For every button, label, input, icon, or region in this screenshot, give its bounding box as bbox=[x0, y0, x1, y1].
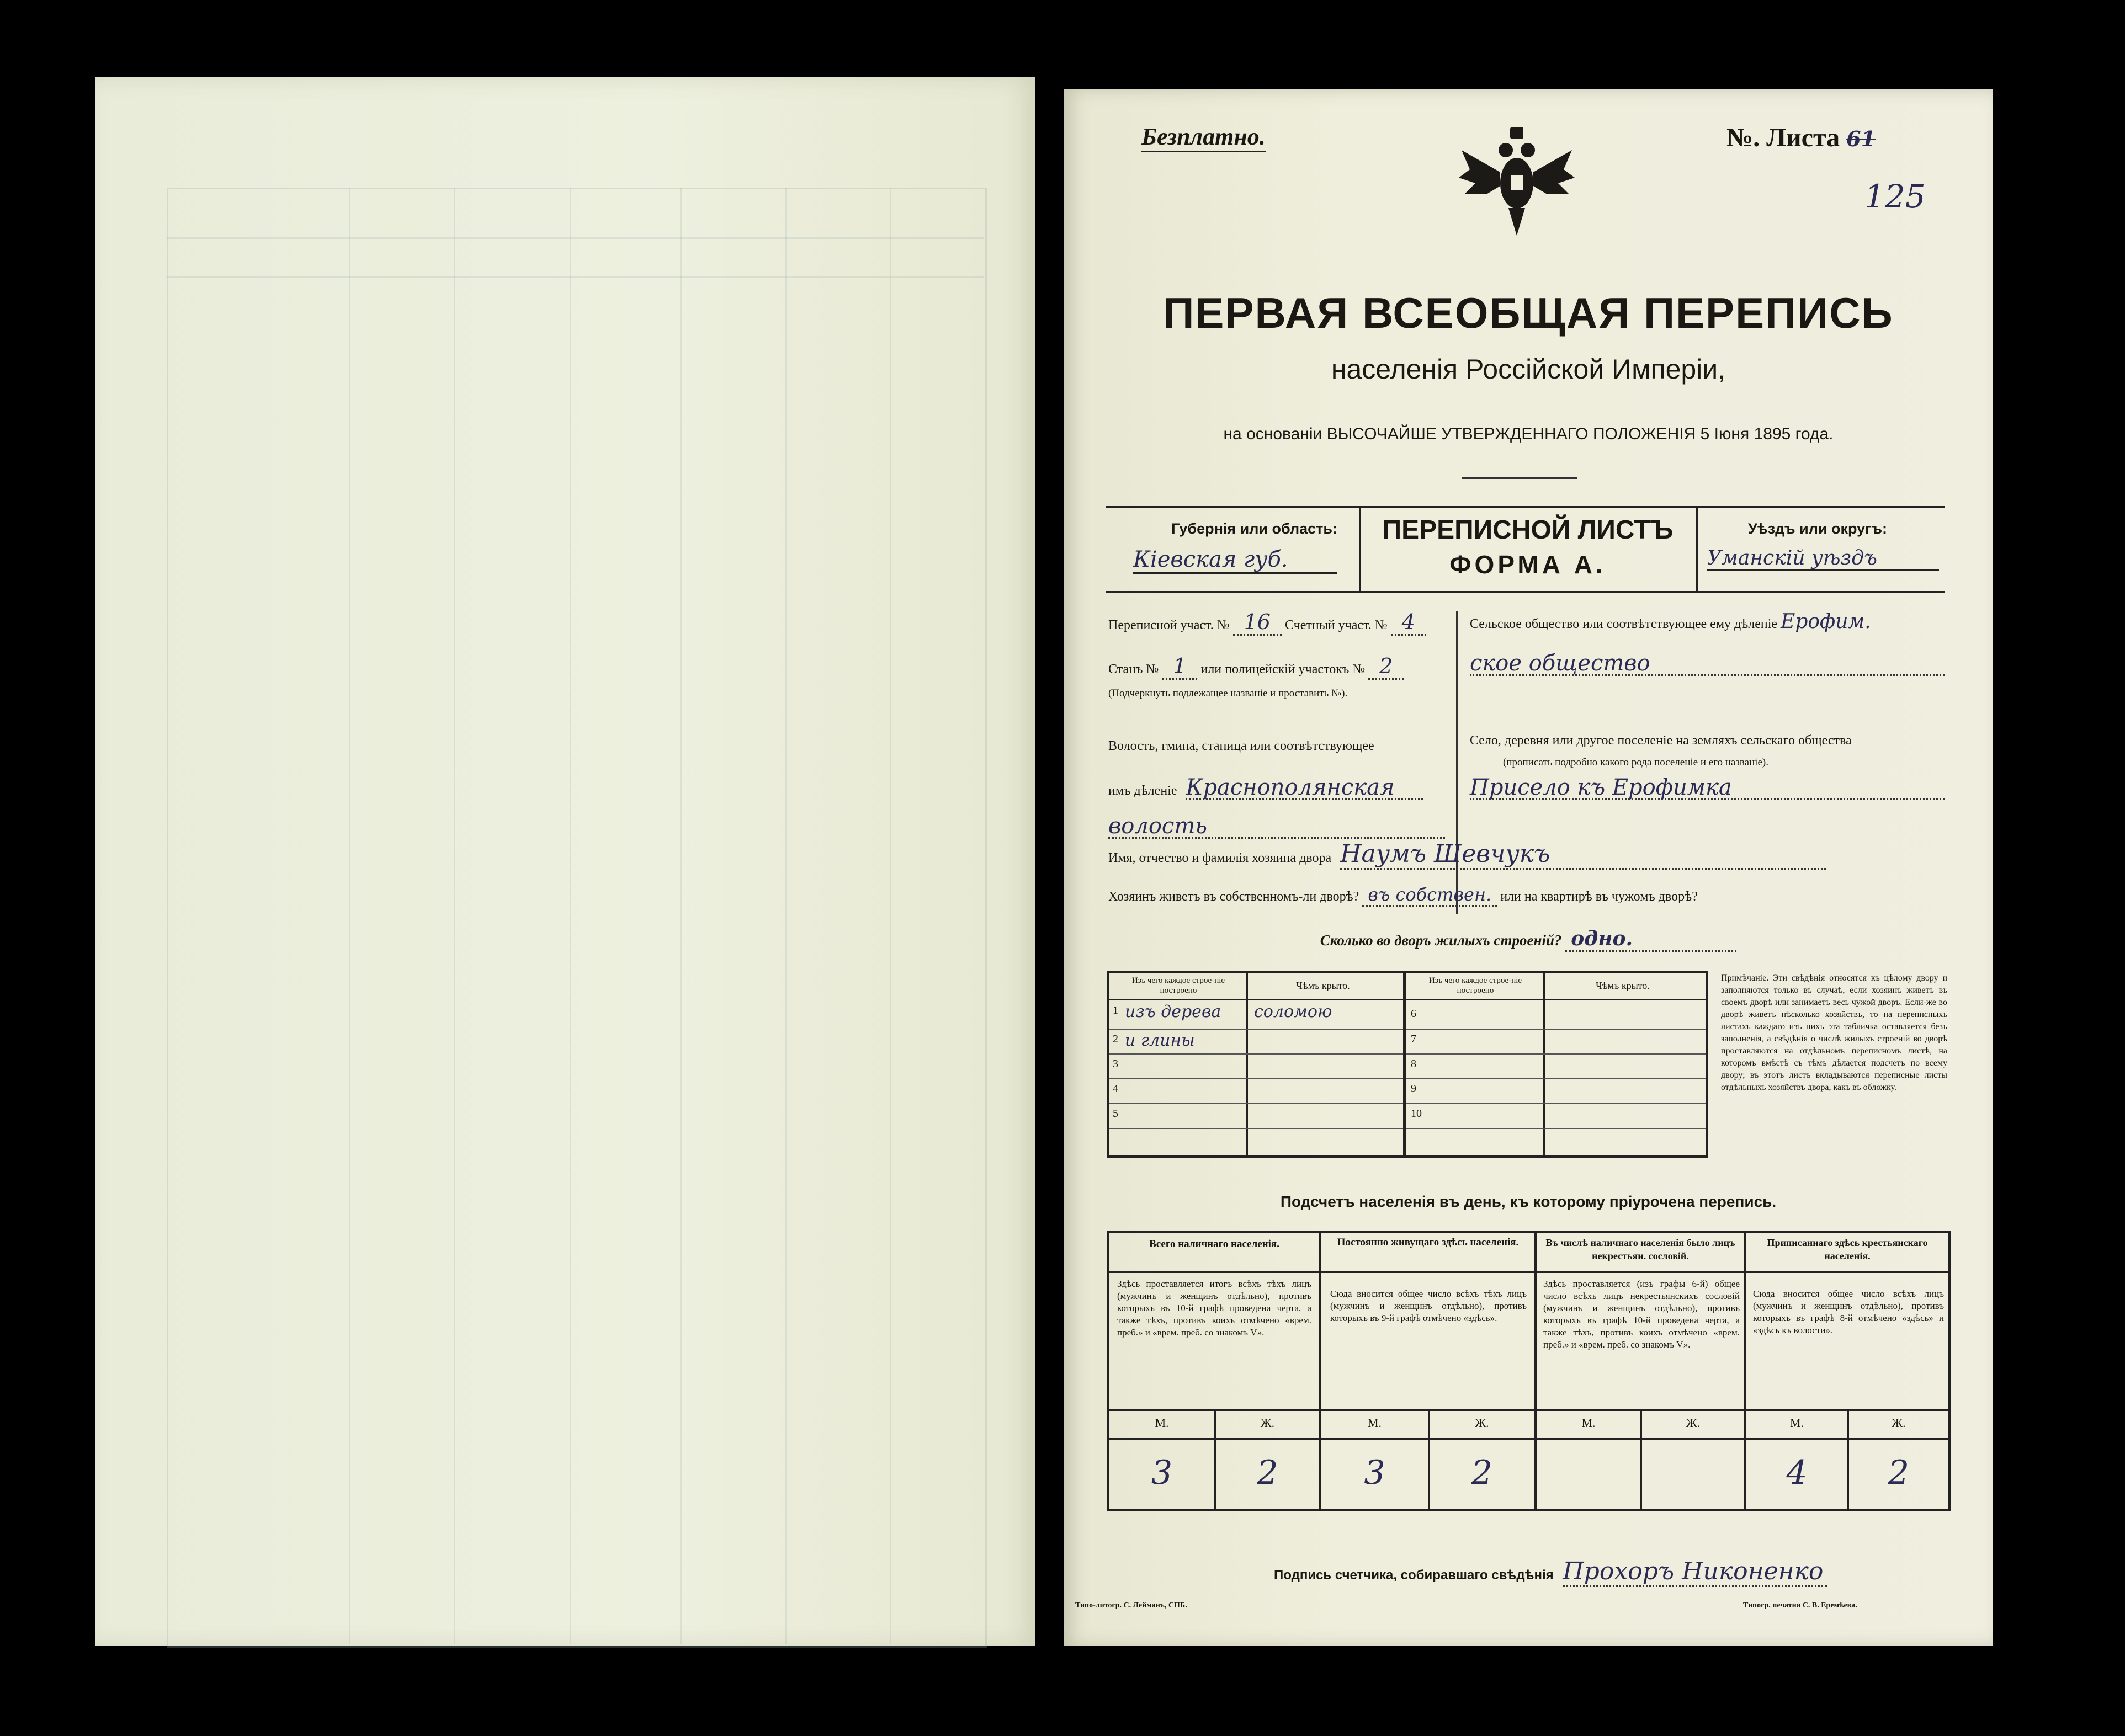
ornament-divider bbox=[1462, 477, 1577, 479]
count-female-value: 2 bbox=[1257, 1453, 1278, 1492]
buildings-label: Сколько во дворъ жилыхъ строеній? bbox=[1320, 932, 1562, 949]
row-number: 5 bbox=[1113, 1107, 1118, 1120]
counting-district-label: Счетный участ. № bbox=[1284, 618, 1388, 632]
uezd-value: Уманскій уѣздъ bbox=[1707, 547, 1939, 571]
buildings-line bbox=[1064, 927, 1993, 952]
table-row-line bbox=[1406, 1029, 1706, 1030]
row-material: изъ дерева bbox=[1125, 1002, 1221, 1021]
count-col-desc: Сюда вносится общее число всѣхъ лицъ (мужчинъ и женщинъ отдѣльно), противъ которыхъ въ графѣ 8-й отмѣчено «здѣсь» и «здѣсь къ волости». bbox=[1753, 1288, 1944, 1335]
society-value-2: ское общество bbox=[1470, 652, 1945, 676]
show-through-line bbox=[785, 188, 787, 1644]
m-label: М. bbox=[1155, 1416, 1169, 1430]
col-roof-header: Чѣмъ крыто. bbox=[1596, 980, 1650, 991]
row-number: 4 bbox=[1113, 1083, 1118, 1095]
table-row-line bbox=[1109, 1078, 1403, 1079]
row-number: 9 bbox=[1411, 1083, 1416, 1095]
society-value: Ерофим. bbox=[1781, 610, 1871, 633]
owner-label: Имя, отчество и фамилія хозяина двора bbox=[1108, 851, 1332, 865]
form-subtitle: населенія Россійской Имперіи, bbox=[1331, 354, 1726, 385]
stan-label: Станъ № bbox=[1108, 662, 1159, 677]
gubernia-value: Кіевская губ. bbox=[1133, 547, 1337, 574]
gubernia-label: Губернія или область: bbox=[1171, 520, 1337, 537]
stan-value: 1 bbox=[1162, 654, 1197, 680]
col-material-header: Изъ чего каждое строе-ніе построено bbox=[1428, 976, 1522, 995]
row-number: 2 bbox=[1113, 1033, 1118, 1045]
village-value: Присело къ Ерофимка bbox=[1470, 776, 1945, 800]
col-roof-header: Чѣмъ крыто. bbox=[1296, 980, 1350, 991]
table-row-line bbox=[1406, 999, 1706, 1000]
lives-value: въ собствен. bbox=[1362, 884, 1497, 907]
population-count-table bbox=[1107, 1231, 1951, 1511]
uezd-label: Уѣздъ или округъ: bbox=[1747, 520, 1888, 537]
police-label: или полицейскій участокъ № bbox=[1200, 662, 1366, 677]
imperial-eagle-emblem bbox=[1453, 117, 1580, 244]
volost-label: Волость, гмина, станица или соотвѣтствующее bbox=[1108, 739, 1374, 753]
count-male-value: 3 bbox=[1151, 1453, 1173, 1492]
volost-line bbox=[1108, 776, 1462, 802]
count-col-line bbox=[1534, 1233, 1537, 1509]
society-label: Сельское общество или соотвѣтствующее ему дѣленіе bbox=[1470, 617, 1778, 631]
sheet-number-label bbox=[1726, 123, 1876, 153]
show-through-line bbox=[890, 188, 891, 1644]
left-page bbox=[95, 77, 1035, 1646]
table-row-line bbox=[1406, 1128, 1706, 1129]
zh-label: Ж. bbox=[1475, 1416, 1489, 1430]
census-form-page bbox=[1064, 89, 1993, 1646]
count-male-value: 3 bbox=[1364, 1453, 1385, 1492]
count-col-desc: Сюда вносится общее число всѣхъ тѣхъ лицъ (мужчинъ и женщинъ отдѣльно), противъ которыхъ въ 9-й графѣ отмѣчено «здѣсь». bbox=[1330, 1288, 1527, 1323]
society-line bbox=[1470, 611, 1945, 635]
free-label: Безплатно. bbox=[1141, 123, 1266, 152]
volost-value-2: волость bbox=[1108, 815, 1445, 839]
buildings-table bbox=[1107, 971, 1708, 1158]
m-label: М. bbox=[1367, 1416, 1382, 1430]
table-row-line bbox=[1406, 1053, 1706, 1055]
table-row-line bbox=[1406, 1103, 1706, 1104]
table-row-line bbox=[1109, 1029, 1403, 1030]
form-basis-line: на основаніи ВЫСОЧАЙШЕ УТВЕРЖДЕННАГО ПОЛОЖЕНІЯ 5 Іюня 1895 года. bbox=[1223, 425, 1834, 443]
count-col-head: Приписаннаго здѣсь крестьянскаго населенія. bbox=[1767, 1237, 1928, 1261]
m-label: М. bbox=[1789, 1416, 1804, 1430]
count-col-head: Въ числѣ наличнаго населенія было лицъ некрестьян. сословій. bbox=[1545, 1237, 1735, 1261]
zh-label: Ж. bbox=[1686, 1416, 1701, 1430]
row-number: 8 bbox=[1411, 1058, 1416, 1070]
underline-note: (Подчеркнуть подлежащее названіе и проставить №). bbox=[1108, 688, 1348, 699]
lives-label-2: или на квартирѣ въ чужомъ дворѣ? bbox=[1500, 890, 1698, 904]
header-divider bbox=[1359, 508, 1361, 591]
count-row-line bbox=[1109, 1409, 1948, 1411]
zh-label: Ж. bbox=[1260, 1416, 1275, 1430]
count-female-value: 2 bbox=[1888, 1453, 1910, 1492]
row-number: 10 bbox=[1411, 1107, 1422, 1120]
counting-district-value: 4 bbox=[1391, 610, 1426, 636]
owner-value: Наумъ Шевчукъ bbox=[1340, 840, 1826, 870]
buildings-value: одно. bbox=[1565, 927, 1736, 952]
zh-label: Ж. bbox=[1892, 1416, 1906, 1430]
form-name: ФОРМА А. bbox=[1449, 550, 1606, 579]
signature-line bbox=[1274, 1557, 1828, 1587]
table-row-line bbox=[1109, 999, 1403, 1000]
row-material: и глины bbox=[1125, 1031, 1195, 1050]
owner-line bbox=[1108, 840, 1945, 870]
volost-label-2: имъ дѣленіе bbox=[1108, 784, 1177, 798]
count-col-desc: Здѣсь проставляется итогъ всѣхъ тѣхъ лицъ (мужчинъ и женщинъ отдѣльно), противъ которыхъ въ 10-й графѣ проведена черта, а также тѣхъ, противъ коихъ отмѣчено «врем. преб.» и «врем. преб. со знакомъ V». bbox=[1117, 1279, 1311, 1338]
count-title: Подсчетъ населенія въ день, къ которому пріурочена перепись. bbox=[1280, 1193, 1777, 1210]
count-col-head: Постоянно живущаго здѣсь населенія. bbox=[1337, 1237, 1519, 1248]
row-number: 7 bbox=[1411, 1033, 1416, 1045]
m-label: М. bbox=[1581, 1416, 1596, 1430]
header-divider bbox=[1696, 508, 1698, 591]
show-through-line bbox=[167, 237, 984, 239]
show-through-line bbox=[167, 276, 984, 278]
census-district-label: Переписной участ. № bbox=[1108, 618, 1230, 632]
count-male-value: 4 bbox=[1786, 1453, 1808, 1492]
table-row-line bbox=[1109, 1053, 1403, 1055]
row-number: 6 bbox=[1411, 1008, 1416, 1020]
lives-label: Хозяинъ живетъ въ собственномъ-ли дворѣ? bbox=[1108, 890, 1359, 904]
form-title: ПЕРЕПИСНОЙ ЛИСТЪ bbox=[1382, 515, 1674, 545]
sheet-number-value: 61 bbox=[1846, 126, 1876, 151]
show-through-line bbox=[349, 188, 350, 1644]
show-through-line bbox=[454, 188, 455, 1644]
signature-label: Подпись счетчика, собиравшаго свѣдѣнія bbox=[1274, 1568, 1554, 1583]
table-row-line bbox=[1406, 1078, 1706, 1079]
col-material-header: Изъ чего каждое строе-ніе построено bbox=[1131, 976, 1225, 995]
show-through-line bbox=[680, 188, 682, 1644]
count-col-head: Всего наличнаго населенія. bbox=[1149, 1238, 1279, 1250]
row-roof: соломою bbox=[1254, 1002, 1332, 1021]
signature-value: Прохоръ Никоненко bbox=[1563, 1557, 1828, 1587]
count-col-desc: Здѣсь проставляется (изъ графы 6-й) общее число всѣхъ лицъ некрестьянскихъ сословій (мужчинъ и женщинъ отдѣльно), противъ которыхъ въ графѣ 10-й проведена черта, а также тѣхъ, противъ коихъ отмѣчено «врем. преб.» и «врем. преб. со знакомъ V». bbox=[1543, 1279, 1740, 1350]
form-main-title: ПЕРВАЯ ВСЕОБЩАЯ ПЕРЕПИСЬ bbox=[1163, 289, 1894, 337]
row-number: 1 bbox=[1113, 1004, 1118, 1016]
show-through-frame bbox=[167, 188, 987, 1648]
row-number: 3 bbox=[1113, 1058, 1118, 1070]
census-district-value: 16 bbox=[1233, 610, 1282, 636]
form-header-box bbox=[1106, 506, 1945, 593]
printer-right: Типогр. печатня С. В. Еремѣева. bbox=[1743, 1601, 1857, 1610]
table-row-line bbox=[1109, 1128, 1403, 1129]
lives-line bbox=[1108, 884, 1945, 905]
village-label: Село, деревня или другое поселеніе на земляхъ сельскаго общества bbox=[1470, 733, 1852, 748]
village-note: (прописать подробно какого рода поселеніе и его названіе). bbox=[1503, 757, 1768, 768]
table-note: Примѣчаніе. Эти свѣдѣнія относятся къ цѣлому двору и заполняются только въ случаѣ, если хозяинъ живетъ въ своемъ дворѣ или занимаетъ весь чужой дворъ. Если-же во дворѣ живетъ нѣсколько хозяйствъ, то на переписныхъ листахъ каждаго изъ нихъ эта табличка оставляется безъ заполненія, а свѣдѣнія о числѣ жилыхъ строеній во дворѣ проставляются на отдѣльномъ переписномъ листѣ, на которомъ вмѣстѣ съ тѣмъ дѣлается подсчетъ по всему двору; въ этотъ листъ вкладываются переписные листы отдѣльныхъ хозяйствъ двора, какъ въ обложку. bbox=[1721, 973, 1947, 1092]
volost-value: Краснополянская bbox=[1186, 776, 1423, 800]
count-female-value: 2 bbox=[1471, 1453, 1493, 1492]
table-row-line bbox=[1109, 1103, 1403, 1104]
sheet-number-second: 125 bbox=[1864, 178, 1926, 215]
printer-left: Типо-литогр. С. Лейманъ, СПБ. bbox=[1075, 1601, 1187, 1610]
police-value: 2 bbox=[1368, 654, 1404, 680]
sheet-number-text: №. Листа bbox=[1726, 123, 1840, 152]
show-through-line bbox=[570, 188, 571, 1644]
count-row-line bbox=[1109, 1271, 1948, 1273]
count-row-line bbox=[1109, 1438, 1948, 1440]
